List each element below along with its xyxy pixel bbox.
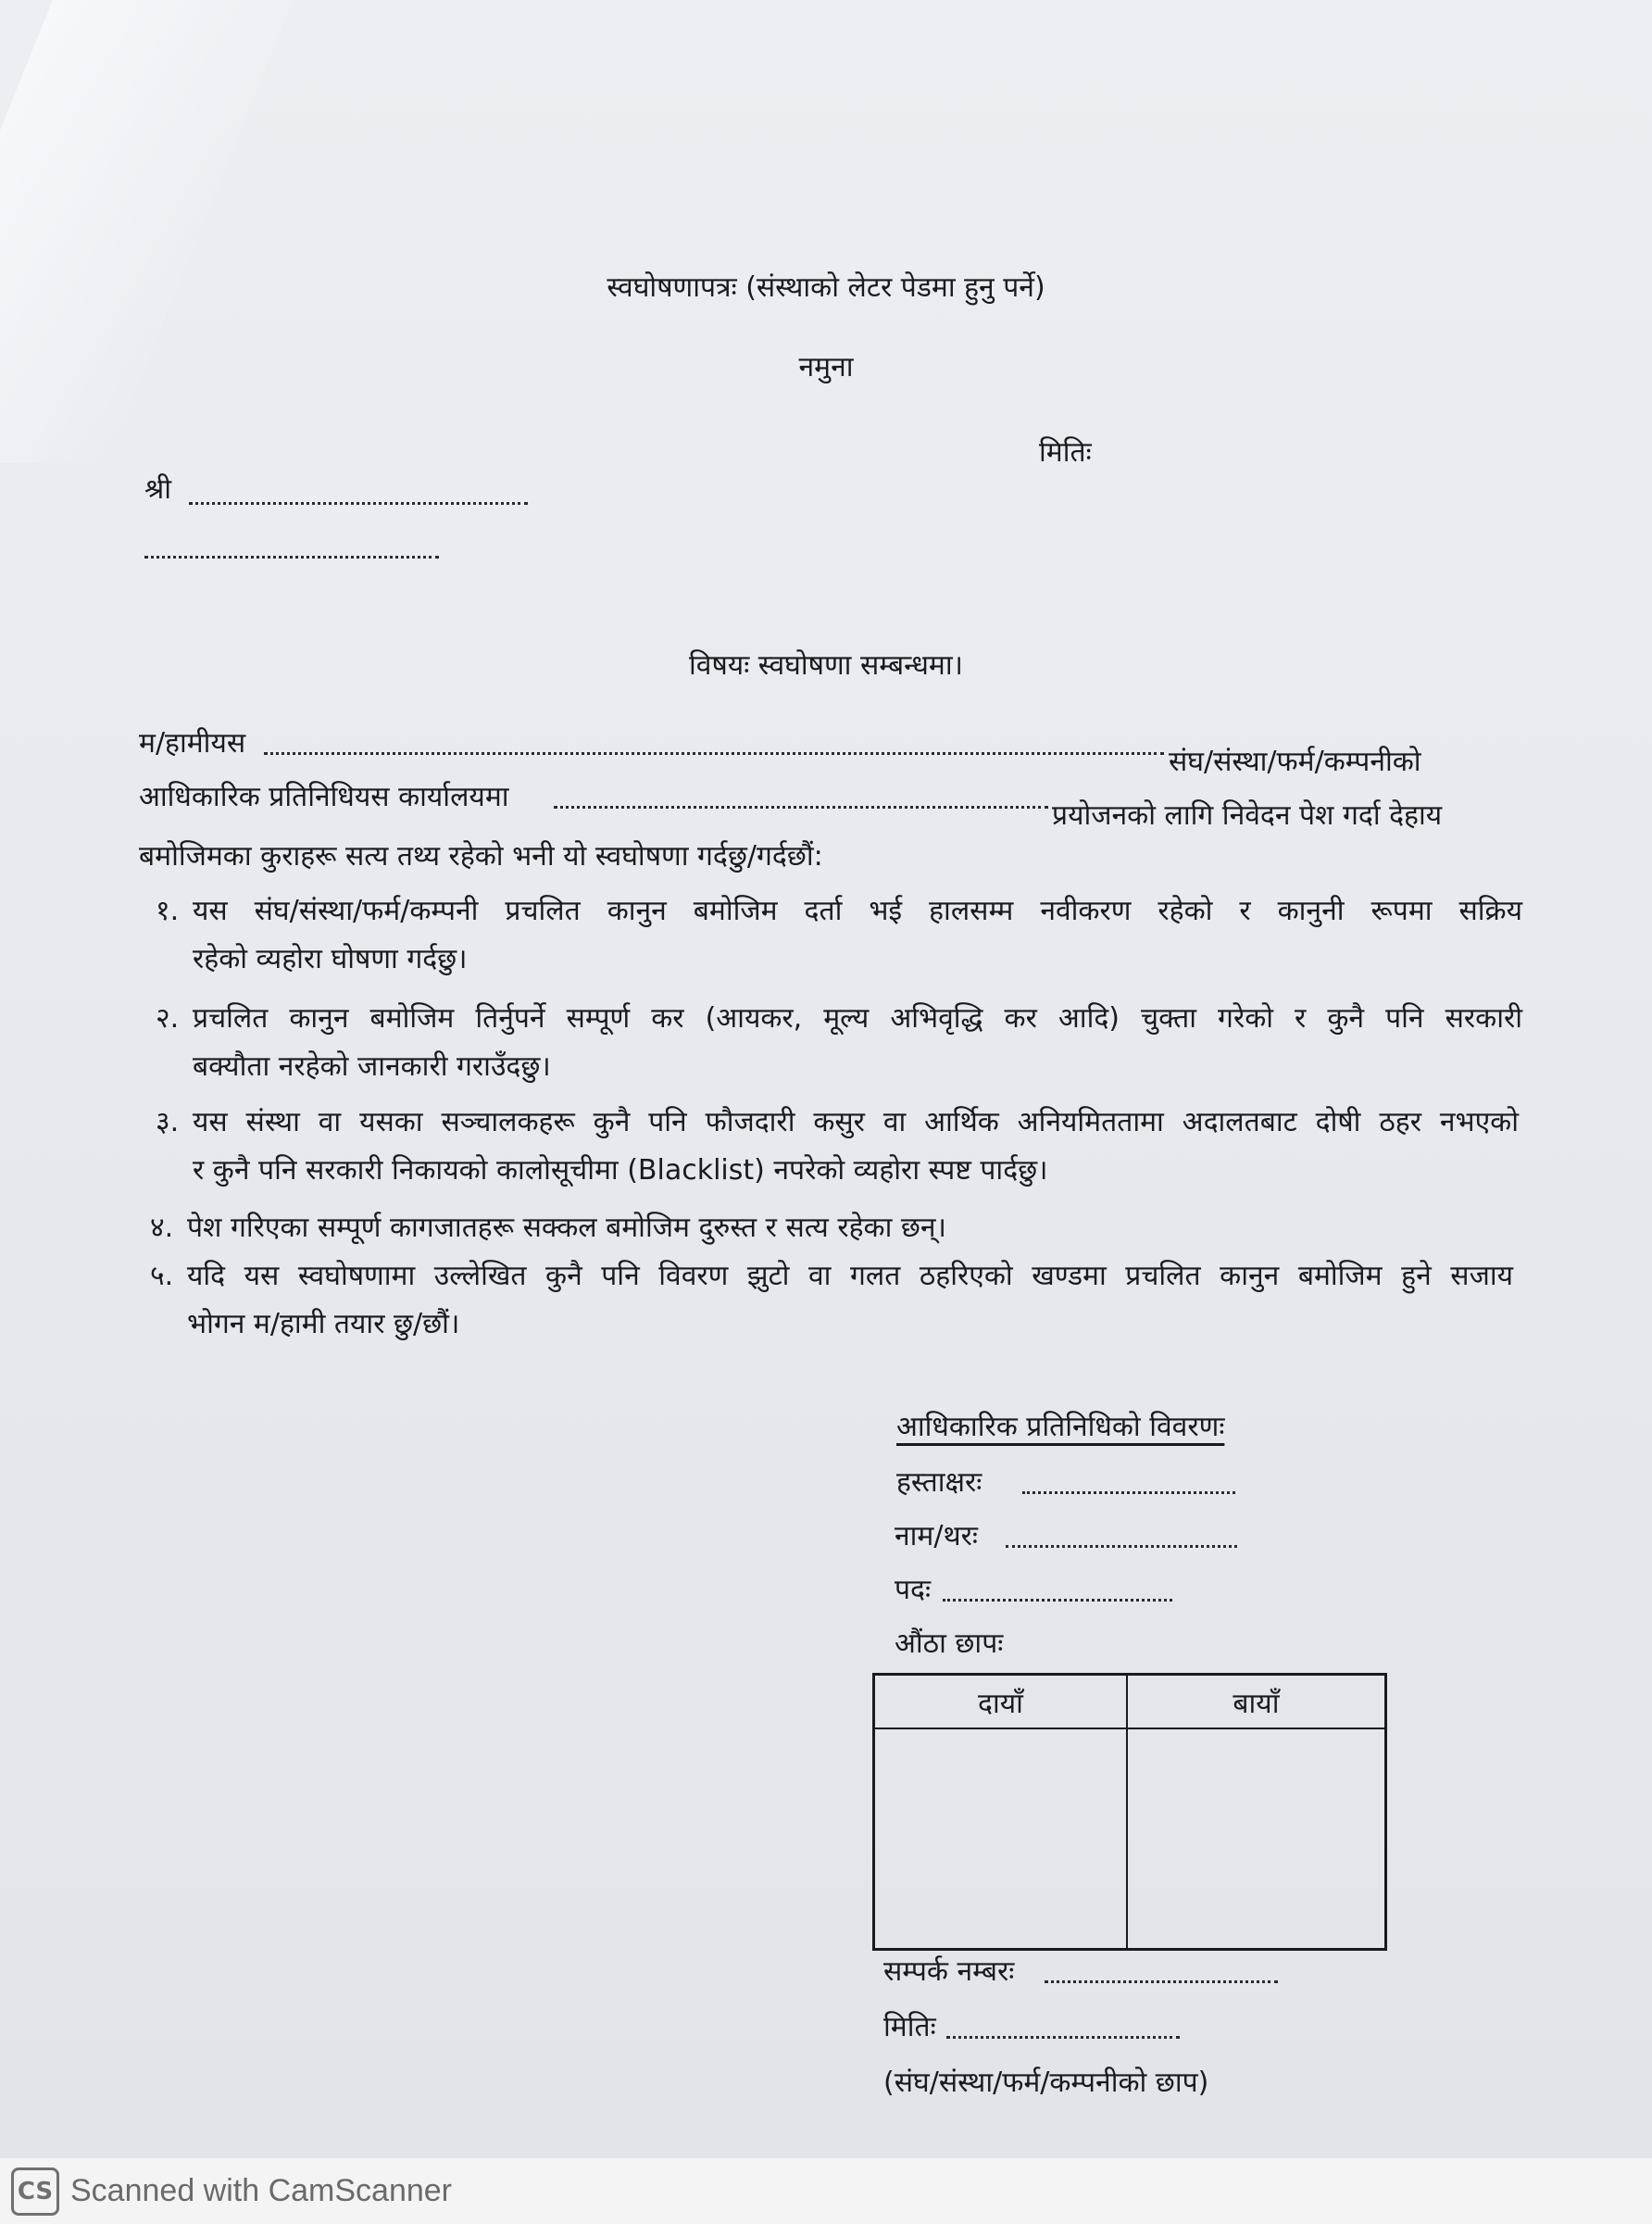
item-text-line2: भोगन म/हामी तयार छु/छौं। bbox=[187, 1308, 460, 1340]
item-number: ३. bbox=[156, 1106, 180, 1138]
item-text-line1: यदि यस स्वघोषणामा उल्लेखित कुनै पनि विवरण झुटो वा गलत ठहरिएको खण्डमा प्रचलित कानुन बमोजिम हुने सजाय bbox=[187, 1260, 1513, 1292]
thumb-right-header: दायाँ bbox=[874, 1675, 1127, 1729]
date-label-top: मितिः bbox=[1039, 436, 1092, 469]
intro-line1-end: संघ/संस्था/फर्म/कम्पनीको bbox=[1169, 746, 1421, 778]
addressee-address-blank bbox=[144, 556, 439, 559]
item-text-line2: बक्यौता नरहेको जानकारी गराउँदछु। bbox=[193, 1050, 551, 1083]
item-number: १. bbox=[156, 895, 180, 927]
intro-line3: बमोजिमका कुराहरू सत्य तथ्य रहेको भनी यो स्वघोषणा गर्दछु/गर्दछौं: bbox=[139, 840, 823, 873]
sample-label: नमुना bbox=[798, 351, 854, 383]
contact-number-label: सम्पर्क नम्बरः bbox=[883, 1955, 1015, 1988]
thumb-print-label: औंठा छापः bbox=[895, 1627, 1004, 1660]
name-blank bbox=[1006, 1545, 1237, 1548]
date-blank bbox=[946, 2036, 1180, 2039]
thumb-print-table bbox=[872, 1673, 1387, 1951]
intro-line1-start: म/हामीयस bbox=[139, 727, 246, 760]
post-blank bbox=[943, 1599, 1172, 1602]
post-label: पदः bbox=[895, 1574, 932, 1606]
signature-label: हस्ताक्षरः bbox=[896, 1466, 982, 1499]
intro-line2-end: प्रयोजनको लागि निवेदन पेश गर्दा देहाय bbox=[1052, 799, 1443, 832]
name-label: नाम/थरः bbox=[895, 1520, 978, 1552]
stamp-note: (संघ/संस्था/फर्म/कम्पनीको छाप) bbox=[883, 2067, 1209, 2099]
office-name-blank bbox=[554, 806, 1048, 809]
item-text-line1: यस संघ/संस्था/फर्म/कम्पनी प्रचलित कानुन बमोजिम दर्ता भई हालसम्म नवीकरण रहेको र कानुनी रूपमा सक्रिय bbox=[193, 895, 1522, 927]
item-text-line2: र कुनै पनि सरकारी निकायको कालोसूचीमा (Blacklist) नपरेको व्यहोरा स्पष्ट पार्दछु। bbox=[193, 1154, 1048, 1187]
organization-name-blank bbox=[264, 752, 1164, 755]
thumb-left-header: बायाँ bbox=[1127, 1675, 1386, 1729]
addressee-prefix: श्री bbox=[144, 473, 172, 506]
paper-fold-shadow bbox=[0, 0, 301, 463]
camscanner-logo: CS bbox=[11, 2167, 59, 2216]
intro-line2-start: आधिकारिक प्रतिनिधियस कार्यालयमा bbox=[139, 781, 509, 813]
item-text-line1: प्रचलित कानुन बमोजिम तिर्नुपर्ने सम्पूर्ण कर (आयकर, मूल्य अभिवृद्धि कर आदि) चुक्ता गरेको र कुनै पनि सरकारी bbox=[193, 1002, 1522, 1035]
contact-number-blank bbox=[1045, 1980, 1278, 1983]
signature-blank bbox=[1022, 1491, 1235, 1494]
thumb-left-box bbox=[1127, 1728, 1386, 1950]
item-text-line1: यस संस्था वा यसका सञ्चालकहरू कुनै पनि फौजदारी कसुर वा आर्थिक अनियमिततामा अदालतबाट दोषी ठहर नभएको bbox=[193, 1106, 1519, 1138]
document-title: स्वघोषणापत्रः (संस्थाको लेटर पेडमा हुनु पर्ने) bbox=[607, 271, 1045, 304]
representative-heading: आधिकारिक प्रतिनिधिको विवरणः bbox=[896, 1411, 1225, 1443]
item-number: ४. bbox=[150, 1212, 174, 1244]
item-text-line1: पेश गरिएका सम्पूर्ण कागजातहरू सक्कल बमोजिम दुरुस्त र सत्य रहेका छन्। bbox=[187, 1212, 946, 1244]
addressee-name-blank bbox=[189, 502, 528, 505]
date-label-bottom: मितिः bbox=[883, 2011, 936, 2043]
subject-line: विषयः स्वघोषणा सम्बन्धमा। bbox=[689, 649, 963, 682]
thumb-right-box bbox=[874, 1728, 1127, 1950]
item-number: २. bbox=[156, 1002, 180, 1035]
item-number: ५. bbox=[150, 1260, 174, 1292]
scanner-watermark-text: Scanned with CamScanner bbox=[70, 2173, 453, 2208]
item-text-line2: रहेको व्यहोरा घोषणा गर्दछु। bbox=[193, 943, 468, 975]
scanner-watermark-bar bbox=[0, 2158, 1652, 2224]
